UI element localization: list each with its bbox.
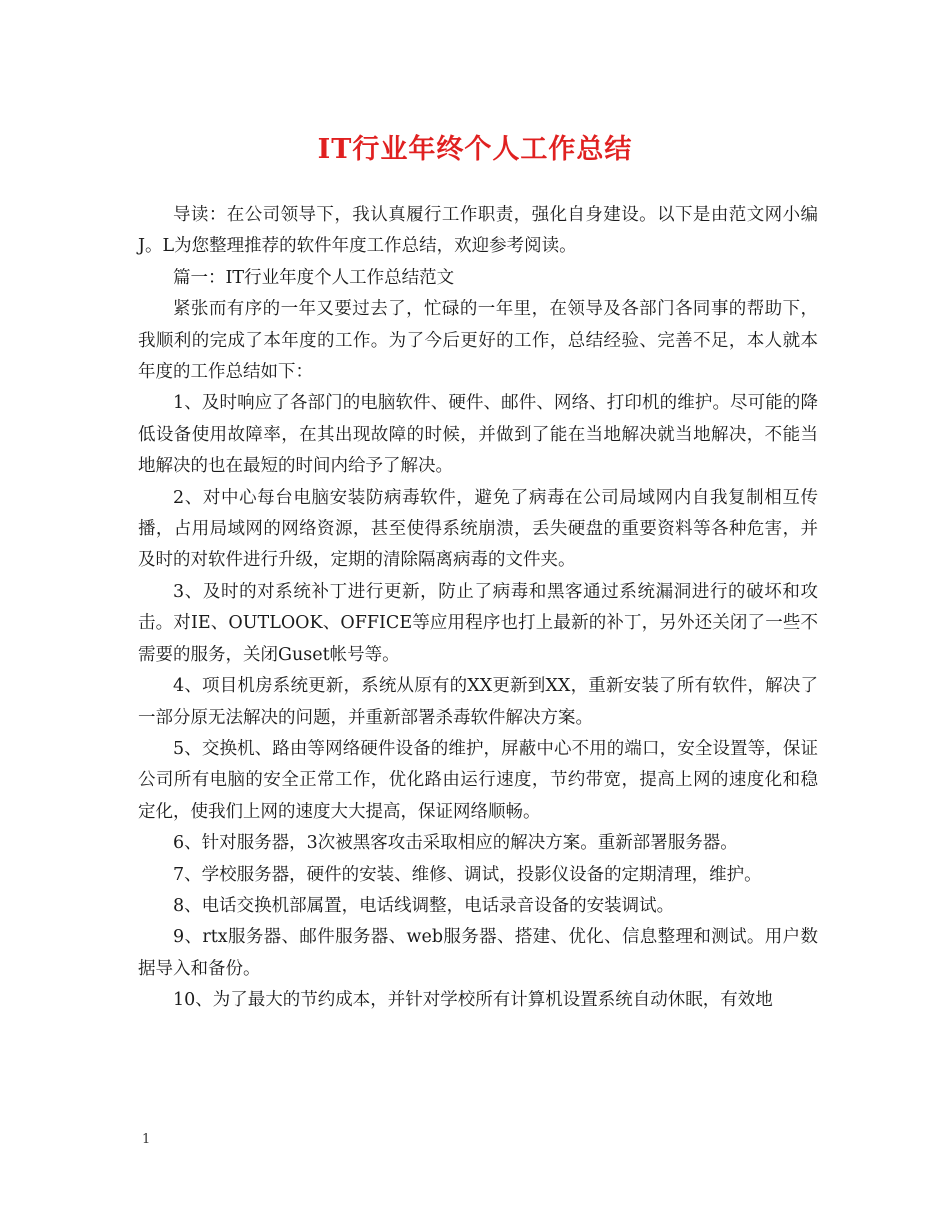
list-item-2: 2、对中心每台电脑安装防病毒软件，避免了病毒在公司局域网内自我复制相互传播，占用局域网的网络资源，甚至使得系统崩溃，丢失硬盘的重要资料等各种危害，并及时的对软件进行升级，定期的清除隔离病毒的文件夹。 — [138, 487, 818, 571]
list-item-10: 10、为了最大的节约成本，并针对学校所有计算机设置系统自动休眠，有效地 — [173, 990, 773, 1011]
intro-paragraph: 导读：在公司领导下，我认真履行工作职责，强化自身建设。以下是由范文网小编J。L为您整理推荐的软件年度工作总结，欢迎参考阅读。 — [138, 205, 818, 257]
document-title: IT行业年终个人工作总结 — [317, 134, 633, 165]
list-item-4: 4、项目机房系统更新，系统从原有的XX更新到XX，重新安装了所有软件，解决了一部分原无法解决的问题，并重新部署杀毒软件解决方案。 — [138, 676, 818, 728]
section-heading: 篇一：IT行业年度个人工作总结范文 — [173, 267, 455, 288]
list-item-1: 1、及时响应了各部门的电脑软件、硬件、邮件、网络、打印机的维护。尽可能的降低设备使用故障率，在其出现故障的时候，并做到了能在当地解决就当地解决，不能当地解决的也在最短的时间内给予了解决。 — [138, 393, 818, 477]
list-item-7: 7、学校服务器，硬件的安装、维修、调试，投影仪设备的定期清理，维护。 — [173, 864, 762, 885]
list-item-6: 6、针对服务器，3次被黑客攻击采取相应的解决方案。重新部署服务器。 — [173, 833, 738, 854]
page-number: 1 — [142, 1132, 151, 1147]
list-item-8: 8、电话交换机部属置，电话线调整，电话录音设备的安装调试。 — [173, 895, 675, 916]
document-body — [138, 200, 818, 1017]
list-item-3: 3、及时的对系统补丁进行更新，防止了病毒和黑客通过系统漏洞进行的破坏和攻击。对IE、OUTLOOK、OFFICE等应用程序也打上最新的补丁，另外还关闭了一些不需要的服务，关闭Guset帐号等。 — [138, 581, 818, 665]
list-item-5: 5、交换机、路由等网络硬件设备的维护，屏蔽中心不用的端口，安全设置等，保证公司所有电脑的安全正常工作，优化路由运行速度，节约带宽，提高上网的速度化和稳定化，使我们上网的速度大大提高，保证网络顺畅。 — [138, 738, 818, 822]
list-item-9: 9、rtx服务器、邮件服务器、web服务器、搭建、优化、信息整理和测试。用户数据导入和备份。 — [138, 927, 818, 979]
body-paragraph: 紧张而有序的一年又要过去了，忙碌的一年里，在领导及各部门各同事的帮助下，我顺利的完成了本年度的工作。为了今后更好的工作，总结经验、完善不足，本人就本年度的工作总结如下： — [138, 299, 818, 383]
